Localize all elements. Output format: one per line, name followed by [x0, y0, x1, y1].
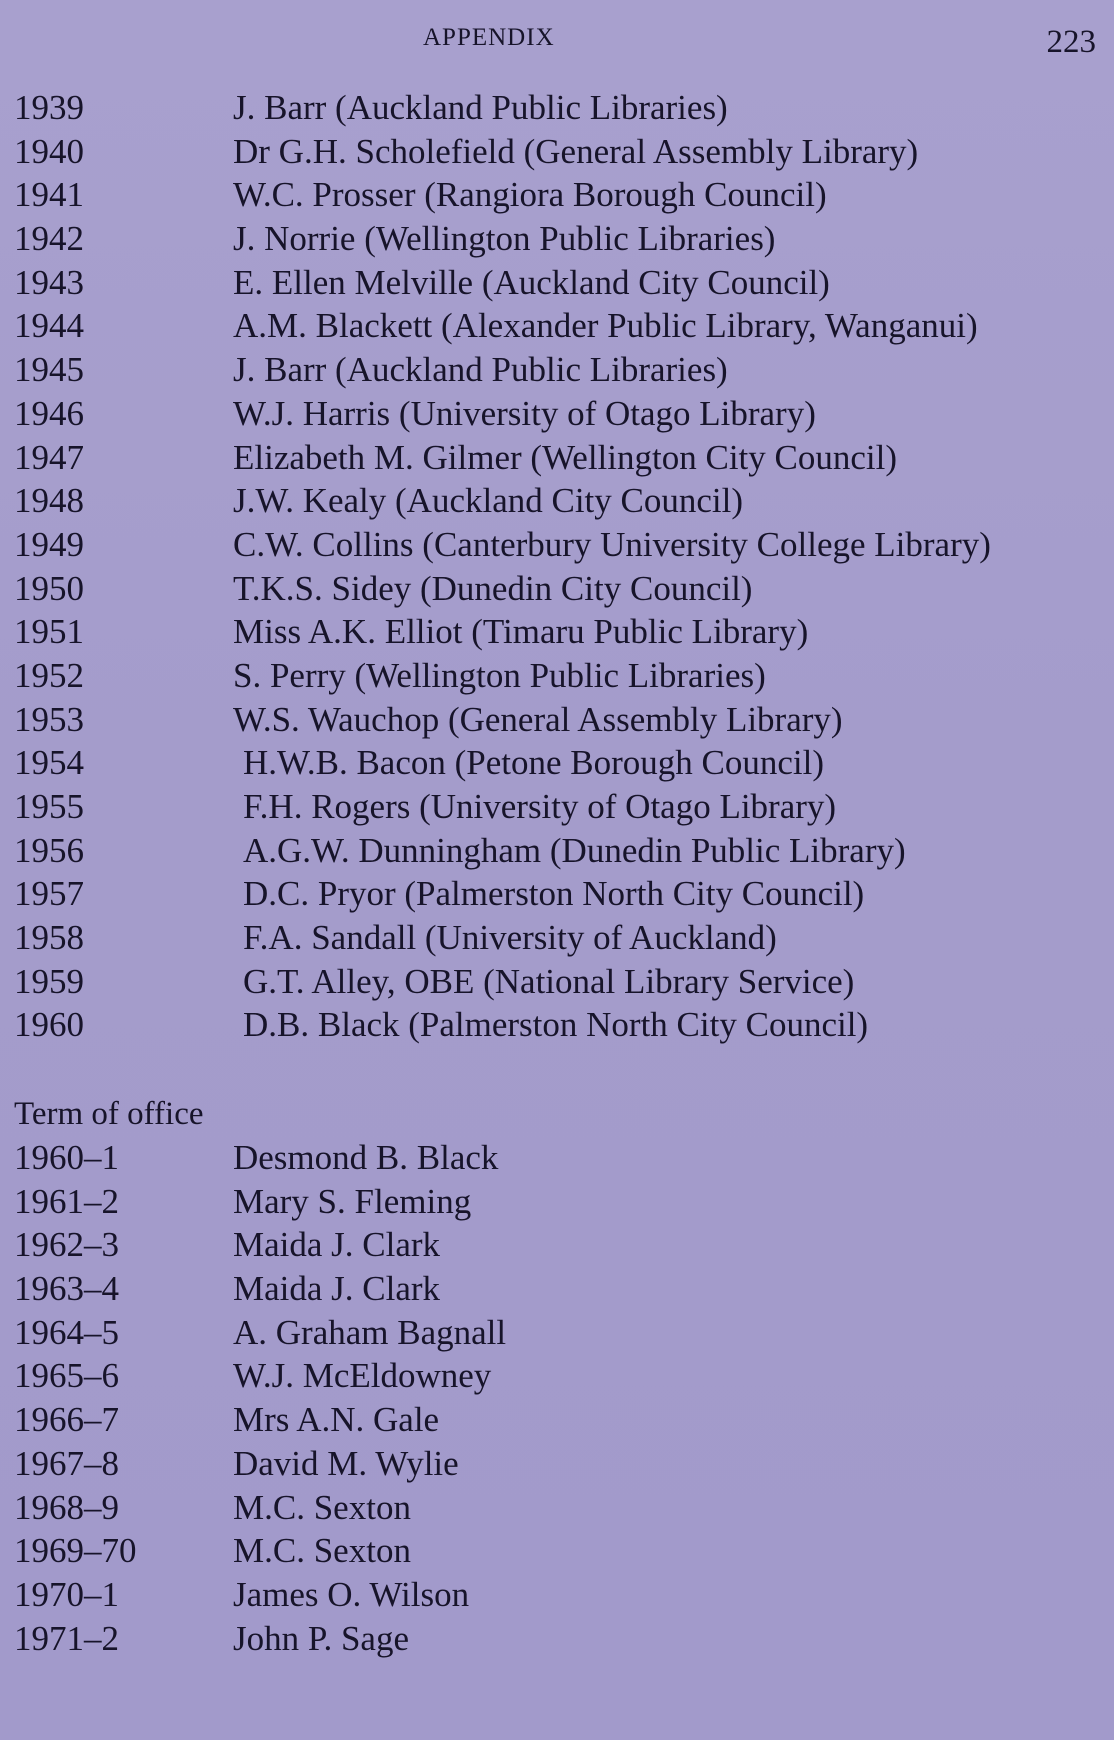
office-holder-name: Desmond B. Black [233, 1138, 499, 1177]
year: 1945 [14, 350, 84, 390]
list-item [14, 1311, 506, 1355]
year: 1956 [14, 830, 84, 870]
list-item [14, 348, 991, 392]
year: 1960 [14, 1005, 84, 1045]
list-item [14, 1180, 506, 1224]
office-holder-name: David M. Wylie [233, 1443, 459, 1483]
list-item [14, 86, 991, 130]
president-name: J. Barr (Auckland Public Libraries) [233, 350, 728, 390]
list-item [14, 1223, 506, 1267]
year: 1955 [14, 787, 84, 826]
term: 1968–9 [14, 1487, 119, 1527]
list-item [14, 1486, 506, 1530]
year: 1950 [14, 568, 84, 608]
list-item [14, 392, 991, 436]
list-item [14, 261, 991, 305]
list-item [14, 1136, 506, 1180]
list-item [14, 698, 991, 742]
year: 1958 [14, 918, 84, 958]
office-holder-name: Mrs A.N. Gale [233, 1400, 440, 1440]
office-holder-name: John P. Sage [233, 1618, 409, 1658]
president-name: D.B. Black (Palmerston North City Council) [243, 1005, 869, 1045]
office-holder-name: Mary S. Fleming [233, 1181, 472, 1221]
president-name: E. Ellen Melville (Auckland City Council) [233, 262, 830, 302]
list-item [14, 1573, 506, 1617]
list-item [14, 916, 991, 960]
year: 1957 [14, 874, 84, 914]
president-name: W.S. Wauchop (General Assembly Library) [233, 699, 843, 739]
list-item [14, 960, 991, 1004]
year: 1944 [14, 306, 84, 346]
office-holder-name: James O. Wilson [233, 1574, 470, 1614]
year: 1948 [14, 481, 84, 521]
list-item [14, 741, 991, 785]
section-heading-term-of-office: Term of office [14, 1096, 204, 1132]
year: 1941 [14, 175, 84, 215]
list-item [14, 217, 991, 261]
list-item [14, 1617, 506, 1661]
year: 1954 [14, 743, 84, 783]
term: 1962–3 [14, 1225, 119, 1265]
year: 1952 [14, 655, 84, 695]
year: 1940 [14, 131, 84, 171]
president-name: W.C. Prosser (Rangiora Borough Council) [233, 175, 827, 215]
list-item [14, 173, 991, 217]
president-name: C.W. Collins (Canterbury University College Library) [233, 524, 991, 564]
president-name: H.W.B. Bacon (Petone Borough Council) [243, 743, 825, 783]
list-item [14, 436, 991, 480]
president-name: J. Barr (Auckland Public Libraries) [233, 88, 728, 127]
office-holder-name: A. Graham Bagnall [233, 1312, 507, 1352]
list-item [14, 829, 991, 873]
president-name: A.G.W. Dunningham (Dunedin Public Library) [243, 830, 906, 870]
list-item [14, 1529, 506, 1573]
year: 1953 [14, 699, 84, 739]
term: 1965–6 [14, 1356, 119, 1396]
president-name: G.T. Alley, OBE (National Library Service) [243, 961, 855, 1001]
year: 1942 [14, 219, 84, 259]
term: 1960–1 [14, 1138, 119, 1177]
list-item [14, 1003, 991, 1047]
list-item [14, 130, 991, 174]
office-holder-name: Maida J. Clark [233, 1269, 441, 1309]
year: 1943 [14, 262, 84, 302]
list-item [14, 567, 991, 611]
term: 1964–5 [14, 1312, 119, 1352]
president-name: A.M. Blackett (Alexander Public Library, Wanganui) [233, 306, 978, 346]
list-item [14, 1442, 506, 1486]
terms-list [14, 1136, 506, 1660]
president-name: D.C. Pryor (Palmerston North City Council) [243, 874, 865, 914]
year: 1946 [14, 393, 84, 433]
list-item [14, 654, 991, 698]
term: 1967–8 [14, 1443, 119, 1483]
list-item [14, 523, 991, 567]
president-name: W.J. Harris (University of Otago Library) [233, 393, 816, 433]
list-item [14, 1267, 506, 1311]
president-name: Elizabeth M. Gilmer (Wellington City Council) [233, 437, 898, 477]
list-item [14, 872, 991, 916]
year: 1939 [14, 88, 84, 127]
president-name: J. Norrie (Wellington Public Libraries) [233, 219, 776, 259]
list-item [14, 1354, 506, 1398]
running-head: APPENDIX [423, 24, 555, 51]
list-item [14, 610, 991, 654]
president-name: S. Perry (Wellington Public Libraries) [233, 655, 766, 695]
president-name: T.K.S. Sidey (Dunedin City Council) [233, 568, 753, 608]
list-item [14, 304, 991, 348]
year: 1949 [14, 524, 84, 564]
president-name: Miss A.K. Elliot (Timaru Public Library) [233, 612, 809, 652]
page-number: 223 [1046, 24, 1096, 60]
list-item [14, 479, 991, 523]
office-holder-name: W.J. McEldowney [233, 1356, 492, 1396]
president-name: Dr G.H. Scholefield (General Assembly Library) [233, 131, 919, 171]
term: 1971–2 [14, 1618, 119, 1658]
office-holder-name: Maida J. Clark [233, 1225, 441, 1265]
term: 1970–1 [14, 1574, 119, 1614]
presidents-list [14, 86, 991, 1047]
term: 1963–4 [14, 1269, 119, 1309]
term: 1966–7 [14, 1400, 119, 1440]
term: 1969–70 [14, 1531, 137, 1571]
president-name: F.A. Sandall (University of Auckland) [243, 918, 777, 958]
year: 1959 [14, 961, 84, 1001]
president-name: F.H. Rogers (University of Otago Library) [243, 787, 837, 826]
list-item [14, 785, 991, 829]
office-holder-name: M.C. Sexton [233, 1487, 411, 1527]
term: 1961–2 [14, 1181, 119, 1221]
office-holder-name: M.C. Sexton [233, 1531, 411, 1571]
year: 1951 [14, 612, 84, 652]
year: 1947 [14, 437, 84, 477]
list-item [14, 1398, 506, 1442]
president-name: J.W. Kealy (Auckland City Council) [233, 481, 744, 521]
